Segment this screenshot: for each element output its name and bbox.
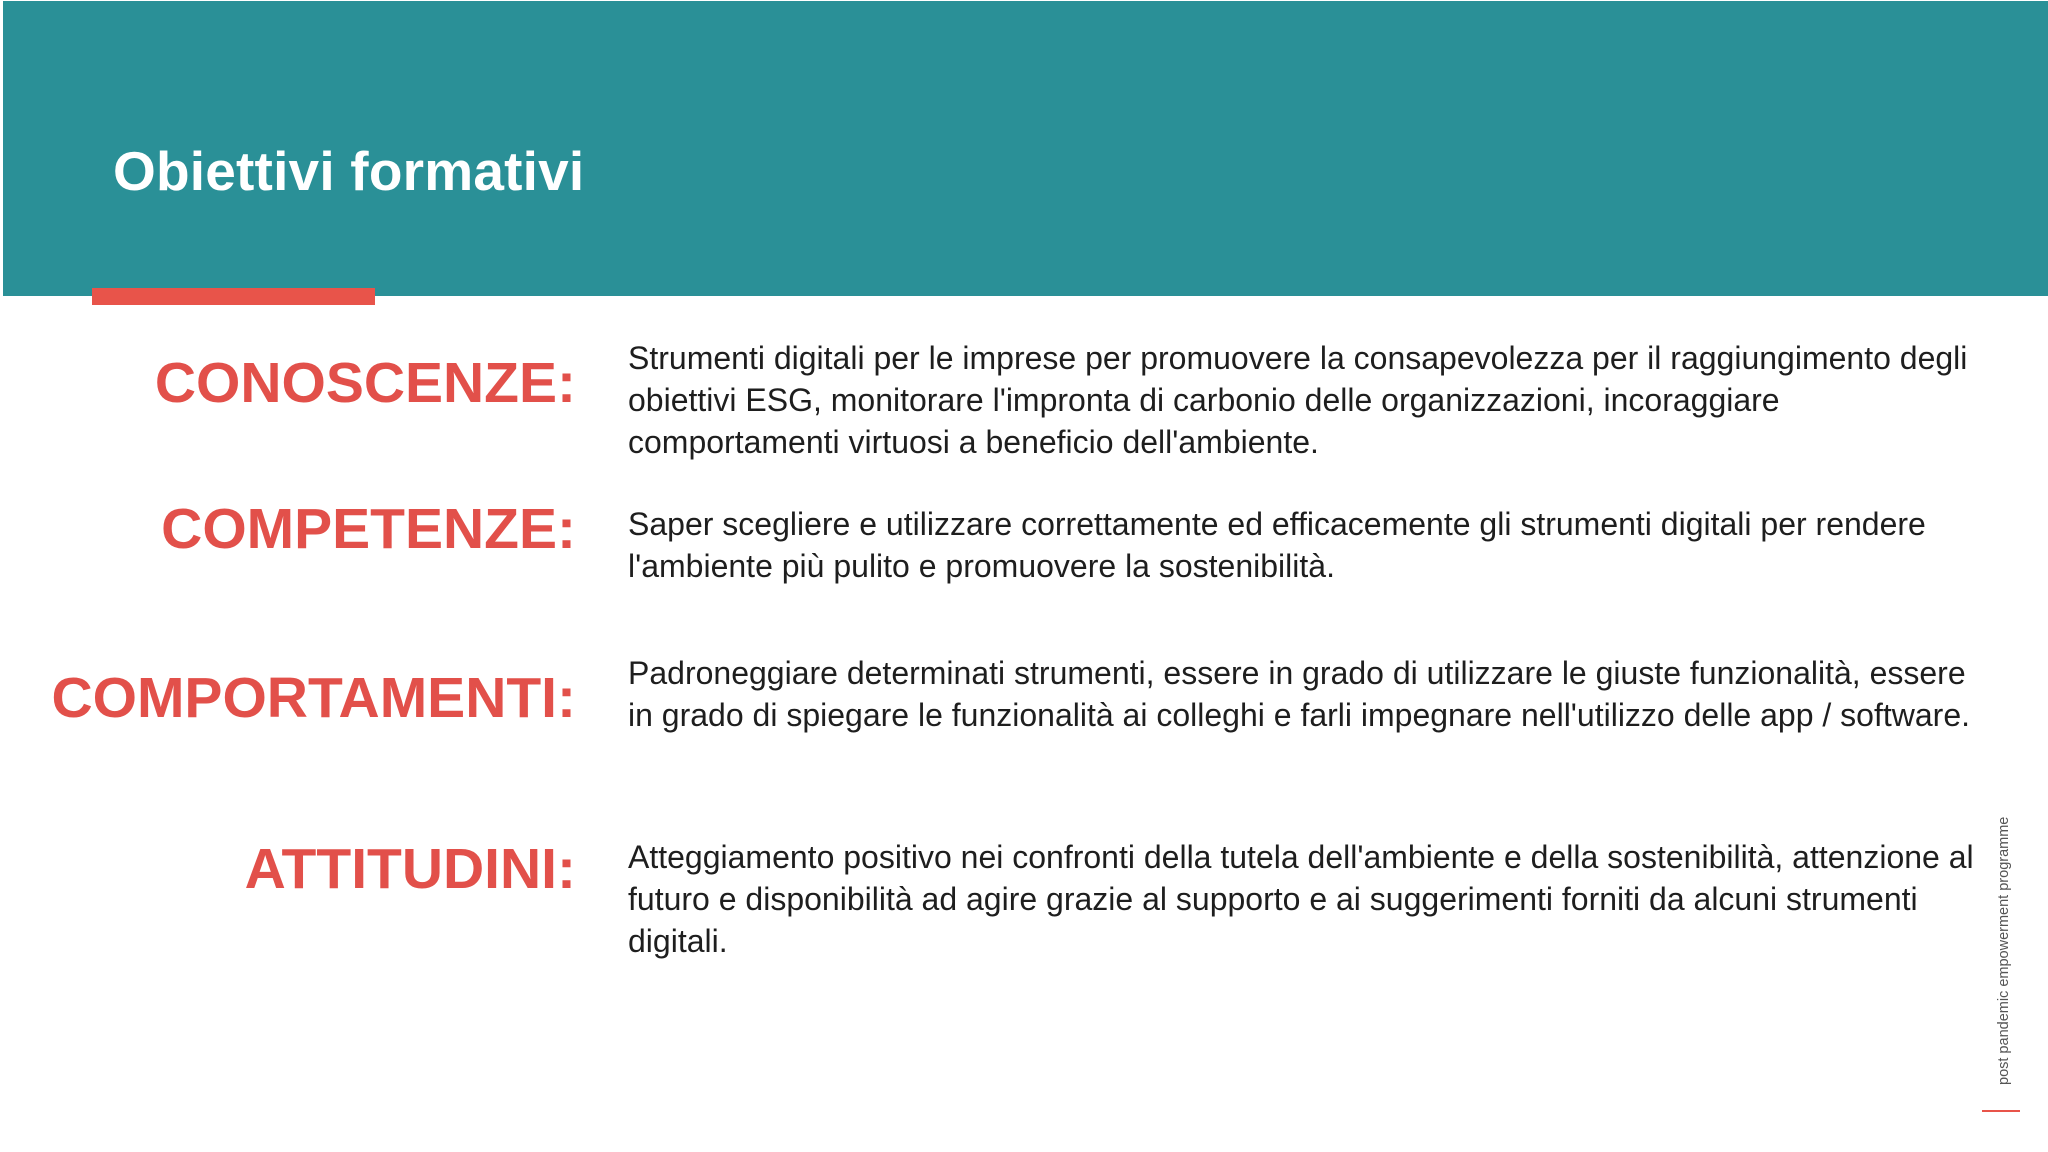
objective-text-conoscenze: Strumenti digitali per le imprese per promuovere la consapevolezza per il raggiungimento degli obiettivi ESG, monitorare l'impronta di carbonio delle organizzazioni, incoraggiare comportamenti virtuosi a beneficio dell'ambiente. <box>628 340 1968 460</box>
slide-title: Obiettivi formativi <box>113 140 585 202</box>
header-banner <box>3 1 2048 296</box>
objective-text-competenze: Saper scegliere e utilizzare correttamente ed efficacemente gli strumenti digitali per rendere l'ambiente più pulito e promuovere la sostenibilità. <box>628 506 1926 584</box>
objective-text-attitudini: Atteggiamento positivo nei confronti della tutela dell'ambiente e della sostenibilità, attenzione al futuro e disponibilità ad agire grazie al supporto e ai suggerimenti forniti da alcuni strumenti digitali. <box>628 839 1974 959</box>
footer-accent-line <box>1982 1110 2020 1112</box>
objective-label-conoscenze: CONOSCENZE: <box>154 351 576 415</box>
title-accent-bar <box>92 288 375 305</box>
objective-label-competenze: COMPETENZE: <box>161 497 576 561</box>
objective-label-comportamenti: COMPORTAMENTI: <box>51 666 576 730</box>
programme-footer-text: post pandemic empowerment programme <box>1996 816 2012 1085</box>
objective-label-attitudini: ATTITUDINI: <box>244 837 576 901</box>
objective-text-comportamenti: Padroneggiare determinati strumenti, essere in grado di utilizzare le giuste funzionalità, essere in grado di spiegare le funzionalità ai colleghi e farli impegnare nell'utilizzo delle app / software. <box>628 655 1970 733</box>
